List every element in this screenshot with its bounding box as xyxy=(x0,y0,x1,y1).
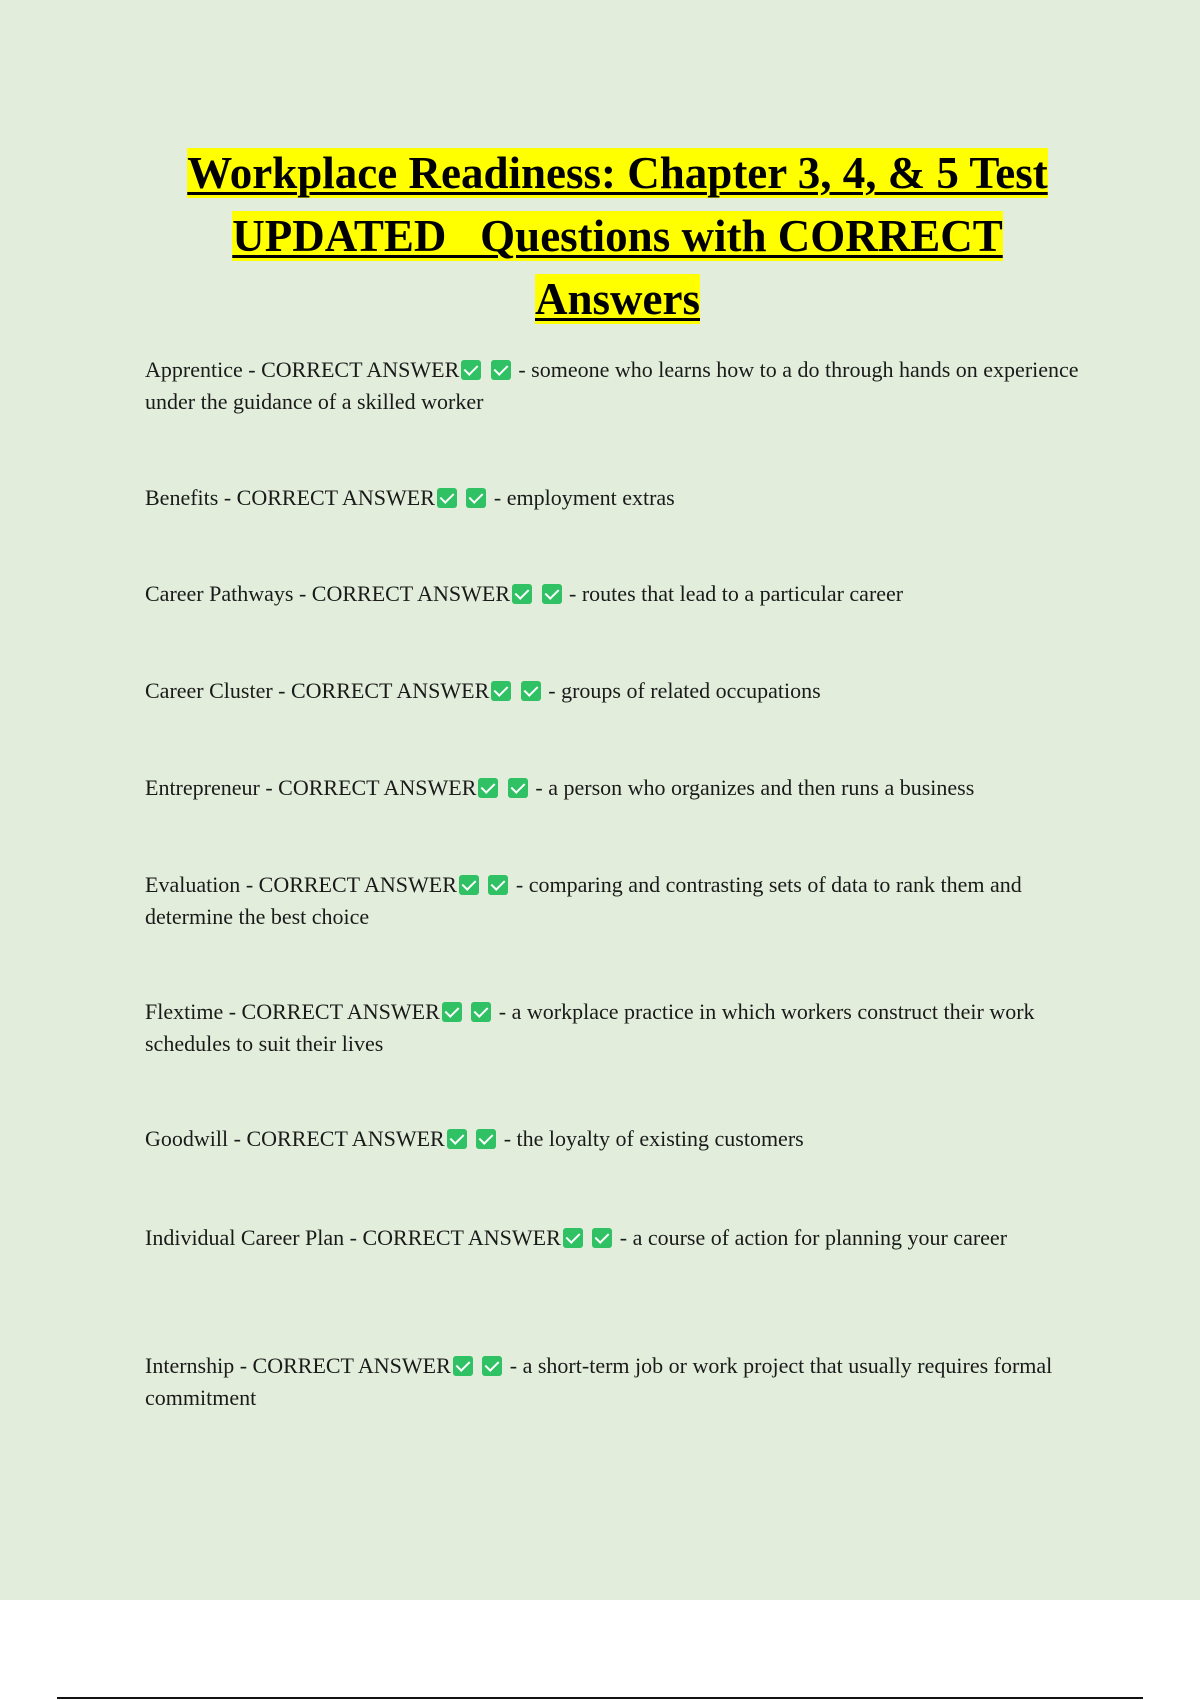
entry-internship: Internship - CORRECT ANSWER - a short-term job or work project that usually requires formal commitment xyxy=(145,1353,1053,1410)
check-mark-icon xyxy=(542,584,562,604)
entry-term: Apprentice xyxy=(145,357,243,382)
check-mark-icon xyxy=(437,488,457,508)
entry-term: Evaluation xyxy=(145,872,241,897)
check-mark-icon xyxy=(453,1356,473,1376)
entry-term: Career Pathways xyxy=(145,581,294,606)
answer-marker: CORRECT ANSWER xyxy=(258,872,457,897)
check-mark-icon xyxy=(461,360,481,380)
check-mark-icon xyxy=(491,360,511,380)
answer-marker: CORRECT ANSWER xyxy=(261,357,460,382)
answer-marker: CORRECT ANSWER xyxy=(291,678,490,703)
entry-term: Benefits xyxy=(145,485,219,510)
answer-marker: CORRECT ANSWER xyxy=(362,1225,561,1250)
entry-term: Career Cluster xyxy=(145,678,273,703)
entry-term: Internship xyxy=(145,1353,235,1378)
check-mark-icon xyxy=(447,1129,467,1149)
check-mark-icon xyxy=(488,875,508,895)
check-mark-icon xyxy=(442,1002,462,1022)
title-line-2: UPDATED Questions with CORRECT xyxy=(232,211,1003,261)
entry-definition: a short-term job or work project that usually requires formal commitment xyxy=(145,1353,1053,1410)
document-title xyxy=(130,142,1105,331)
title-line-1: Workplace Readiness: Chapter 3, 4, & 5 Test xyxy=(187,148,1048,198)
entry-definition: someone who learns how to a do through hands on experience under the guidance of a skilled worker xyxy=(145,357,1079,414)
entry-definition: a person who organizes and then runs a business xyxy=(548,775,975,800)
check-mark-icon xyxy=(512,584,532,604)
check-mark-icon xyxy=(592,1228,612,1248)
entry-definition: comparing and contrasting sets of data to rank them and determine the best choice xyxy=(145,872,1022,929)
entry-term: Individual Career Plan xyxy=(145,1225,345,1250)
check-mark-icon xyxy=(478,778,498,798)
entry-evaluation: Evaluation - CORRECT ANSWER - comparing and contrasting sets of data to rank them and determine the best choice xyxy=(145,872,1022,929)
entry-definition: employment extras xyxy=(506,485,675,510)
entry-definition: a course of action for planning your career xyxy=(632,1225,1008,1250)
entry-term: Entrepreneur xyxy=(145,775,260,800)
check-mark-icon xyxy=(508,778,528,798)
page-divider xyxy=(57,1697,1143,1699)
answer-marker: CORRECT ANSWER xyxy=(311,581,511,606)
entry-individual-career-plan: Individual Career Plan - CORRECT ANSWER - a course of action for planning your career xyxy=(145,1225,1008,1250)
entry-term: Goodwill xyxy=(145,1126,229,1151)
entry-definition: routes that lead to a particular career xyxy=(581,581,904,606)
entry-entrepreneur: Entrepreneur - CORRECT ANSWER - a person who organizes and then runs a business xyxy=(145,775,975,800)
check-mark-icon xyxy=(491,681,511,701)
check-mark-icon xyxy=(521,681,541,701)
entry-goodwill: Goodwill - CORRECT ANSWER - the loyalty of existing customers xyxy=(145,1126,804,1151)
check-mark-icon xyxy=(471,1002,491,1022)
answer-marker: CORRECT ANSWER xyxy=(278,775,477,800)
entry-flextime: Flextime - CORRECT ANSWER - a workplace practice in which workers construct their work schedules to suit their lives xyxy=(145,999,1035,1056)
answer-marker: CORRECT ANSWER xyxy=(241,999,440,1024)
entry-career-pathways: Career Pathways - CORRECT ANSWER - routes that lead to a particular career xyxy=(145,581,904,606)
entry-definition: a workplace practice in which workers construct their work schedules to suit their lives xyxy=(145,999,1035,1056)
answer-marker: CORRECT ANSWER xyxy=(246,1126,445,1151)
check-mark-icon xyxy=(459,875,479,895)
entry-term: Flextime xyxy=(145,999,224,1024)
entry-benefits: Benefits - CORRECT ANSWER - employment extras xyxy=(145,485,675,510)
title-line-3: Answers xyxy=(535,274,700,324)
check-mark-icon xyxy=(476,1129,496,1149)
entry-definition: the loyalty of existing customers xyxy=(516,1126,804,1151)
check-mark-icon xyxy=(466,488,486,508)
entry-apprentice: Apprentice - CORRECT ANSWER - someone who learns how to a do through hands on experience under the guidance of a skilled worker xyxy=(145,357,1079,414)
answer-marker: CORRECT ANSWER xyxy=(252,1353,451,1378)
check-mark-icon xyxy=(563,1228,583,1248)
entry-definition: groups of related occupations xyxy=(561,678,821,703)
check-mark-icon xyxy=(482,1356,502,1376)
answer-marker: CORRECT ANSWER xyxy=(236,485,435,510)
entry-career-cluster: Career Cluster - CORRECT ANSWER - groups of related occupations xyxy=(145,678,821,703)
